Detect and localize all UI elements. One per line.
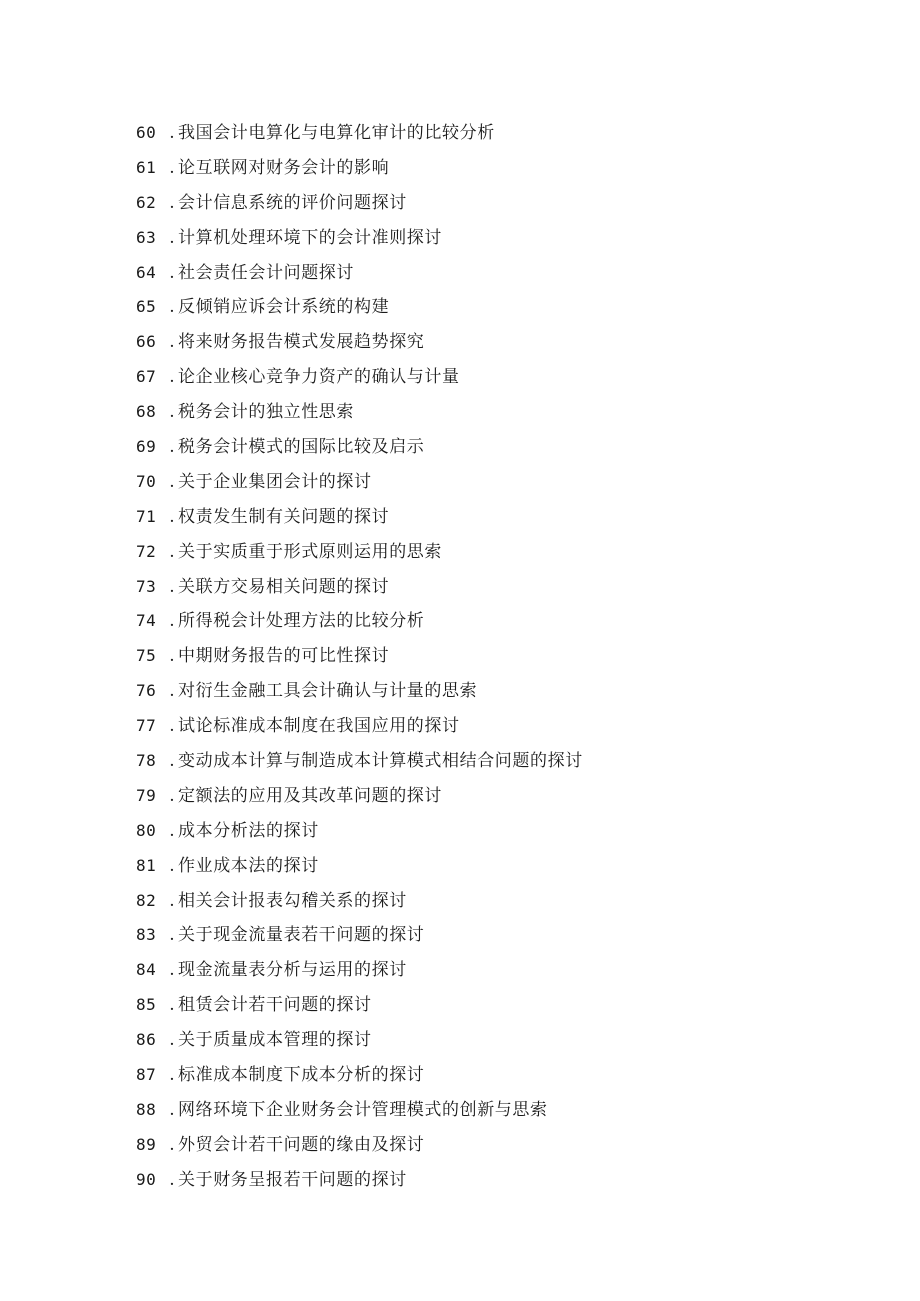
topic-list (136, 116, 583, 1198)
item-separator: . (169, 332, 175, 353)
item-title: 外贸会计若干问题的缘由及探讨 (178, 1134, 425, 1155)
item-title: 租赁会计若干问题的探讨 (178, 995, 372, 1016)
item-title: 关于质量成本管理的探讨 (178, 1030, 372, 1051)
list-item (136, 535, 583, 570)
list-item (136, 570, 583, 605)
list-item (136, 500, 583, 535)
list-item (136, 186, 583, 221)
item-separator: . (169, 960, 175, 981)
item-title: 对衍生金融工具会计确认与计量的思索 (178, 681, 478, 702)
item-number: 84 (136, 960, 157, 980)
list-item (136, 325, 583, 360)
item-number: 61 (136, 157, 157, 177)
item-number: 66 (136, 332, 157, 352)
item-number: 75 (136, 646, 157, 666)
item-title: 中期财务报告的可比性探讨 (178, 646, 390, 667)
item-title: 关于企业集团会计的探讨 (178, 471, 372, 492)
item-separator: . (169, 995, 175, 1016)
item-separator: . (169, 855, 175, 876)
item-separator: . (169, 890, 175, 911)
list-item (136, 779, 583, 814)
item-separator: . (169, 1099, 175, 1120)
list-item (136, 884, 583, 919)
item-title: 定额法的应用及其改革问题的探讨 (178, 785, 442, 806)
item-number: 85 (136, 995, 157, 1015)
item-separator: . (169, 611, 175, 632)
list-item (136, 953, 583, 988)
item-number: 80 (136, 820, 157, 840)
list-item (136, 988, 583, 1023)
item-separator: . (169, 506, 175, 527)
list-item (136, 1023, 583, 1058)
item-separator: . (169, 227, 175, 248)
list-item (136, 674, 583, 709)
list-item (136, 709, 583, 744)
item-separator: . (169, 192, 175, 213)
item-title: 关于现金流量表若干问题的探讨 (178, 925, 425, 946)
item-number: 89 (136, 1134, 157, 1154)
item-separator: . (169, 1169, 175, 1190)
item-separator: . (169, 402, 175, 423)
item-separator: . (169, 437, 175, 458)
item-separator: . (169, 157, 175, 178)
list-item (136, 1093, 583, 1128)
item-separator: . (169, 820, 175, 841)
list-item (136, 744, 583, 779)
item-title: 论互联网对财务会计的影响 (178, 157, 390, 178)
list-item (136, 465, 583, 500)
item-title: 计算机处理环境下的会计准则探讨 (178, 227, 442, 248)
item-title: 权责发生制有关问题的探讨 (178, 506, 390, 527)
item-separator: . (169, 541, 175, 562)
item-number: 63 (136, 227, 157, 247)
item-number: 88 (136, 1099, 157, 1119)
item-number: 71 (136, 506, 157, 526)
item-title: 关于实质重于形式原则运用的思索 (178, 541, 442, 562)
item-title: 将来财务报告模式发展趋势探究 (178, 332, 425, 353)
item-title: 作业成本法的探讨 (178, 855, 319, 876)
item-separator: . (169, 471, 175, 492)
item-number: 60 (136, 123, 157, 142)
item-number: 73 (136, 576, 157, 596)
list-item (136, 221, 583, 256)
item-number: 90 (136, 1169, 157, 1189)
item-title: 关于财务呈报若干问题的探讨 (178, 1169, 407, 1190)
item-number: 62 (136, 192, 157, 212)
item-number: 86 (136, 1030, 157, 1050)
list-item (136, 1128, 583, 1163)
item-number: 69 (136, 437, 157, 457)
list-item (136, 604, 583, 639)
item-number: 64 (136, 262, 157, 282)
item-title: 相关会计报表勾稽关系的探讨 (178, 890, 407, 911)
item-number: 74 (136, 611, 157, 631)
item-separator: . (169, 785, 175, 806)
item-separator: . (169, 297, 175, 318)
item-title: 试论标准成本制度在我国应用的探讨 (178, 716, 460, 737)
item-separator: . (169, 1030, 175, 1051)
item-title: 会计信息系统的评价问题探讨 (178, 192, 407, 213)
item-separator: . (169, 1134, 175, 1155)
item-number: 79 (136, 785, 157, 805)
item-number: 83 (136, 925, 157, 945)
item-title: 税务会计的独立性思索 (178, 402, 354, 423)
item-separator: . (169, 681, 175, 702)
item-number: 78 (136, 751, 157, 771)
item-title: 反倾销应诉会计系统的构建 (178, 297, 390, 318)
list-item (136, 430, 583, 465)
item-separator: . (169, 751, 175, 772)
item-separator: . (169, 925, 175, 946)
list-item (136, 116, 583, 151)
item-number: 82 (136, 890, 157, 910)
list-item (136, 290, 583, 325)
item-separator: . (169, 576, 175, 597)
list-item (136, 814, 583, 849)
item-title: 网络环境下企业财务会计管理模式的创新与思索 (178, 1099, 548, 1120)
item-separator: . (169, 367, 175, 388)
item-number: 68 (136, 402, 157, 422)
item-title: 社会责任会计问题探讨 (178, 262, 354, 283)
item-number: 76 (136, 681, 157, 701)
item-title: 标准成本制度下成本分析的探讨 (178, 1065, 425, 1086)
item-number: 72 (136, 541, 157, 561)
item-title: 成本分析法的探讨 (178, 820, 319, 841)
list-item (136, 639, 583, 674)
item-title: 我国会计电算化与电算化审计的比较分析 (178, 123, 495, 143)
item-title: 变动成本计算与制造成本计算模式相结合问题的探讨 (178, 751, 583, 772)
item-separator: . (169, 123, 175, 143)
list-item (136, 395, 583, 430)
item-number: 81 (136, 855, 157, 875)
list-item (136, 256, 583, 291)
item-number: 70 (136, 471, 157, 491)
list-item (136, 1058, 583, 1093)
list-item (136, 151, 583, 186)
item-number: 65 (136, 297, 157, 317)
item-title: 现金流量表分析与运用的探讨 (178, 960, 407, 981)
item-number: 67 (136, 367, 157, 387)
list-item (136, 849, 583, 884)
item-number: 77 (136, 716, 157, 736)
item-number: 87 (136, 1065, 157, 1085)
item-title: 税务会计模式的国际比较及启示 (178, 437, 425, 458)
item-separator: . (169, 1065, 175, 1086)
item-separator: . (169, 262, 175, 283)
list-item (136, 918, 583, 953)
item-title: 关联方交易相关问题的探讨 (178, 576, 390, 597)
list-item (136, 1163, 583, 1198)
item-separator: . (169, 716, 175, 737)
list-item (136, 360, 583, 395)
item-separator: . (169, 646, 175, 667)
item-title: 论企业核心竞争力资产的确认与计量 (178, 367, 460, 388)
item-title: 所得税会计处理方法的比较分析 (178, 611, 425, 632)
